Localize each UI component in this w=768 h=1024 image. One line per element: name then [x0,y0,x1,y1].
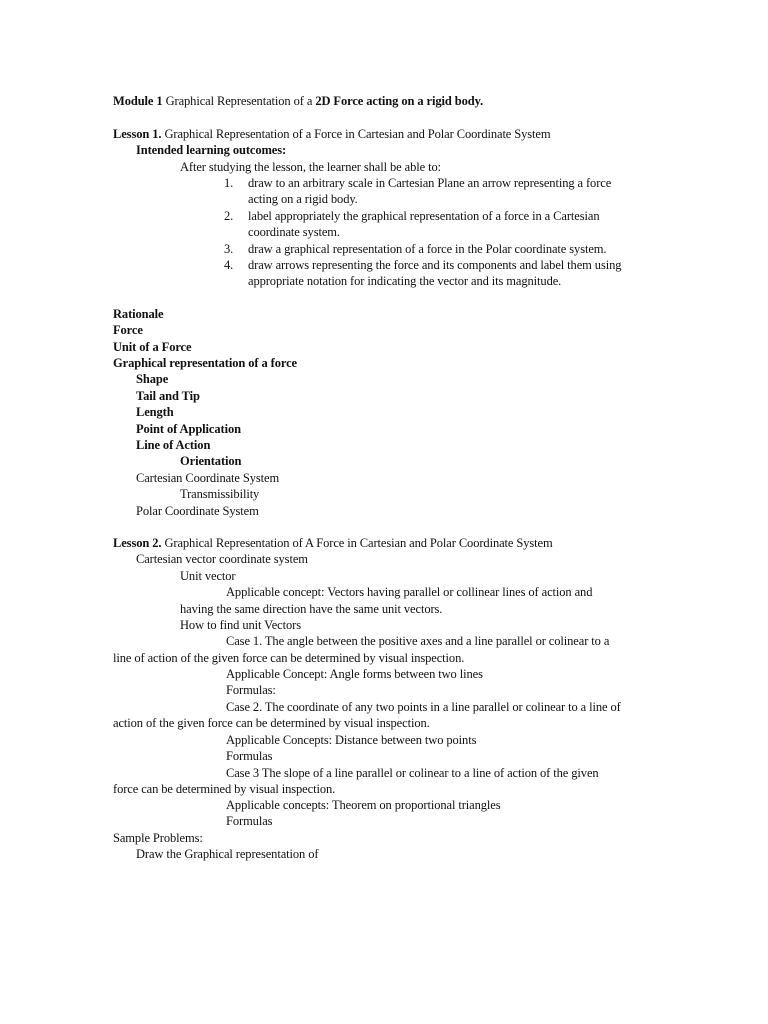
outcome-item-4-cont: appropriate notation for indicating the vector and its magnitude. [248,274,562,288]
lesson2-line: Formulas [226,814,273,828]
lesson2-line: Case 3 The slope of a line parallel or colinear to a line of action of the given [226,766,599,780]
outcome-text: draw arrows representing the force and its components and label them using [248,258,622,272]
topic-force: Force [113,323,143,337]
outcome-text: label appropriately the graphical representation of a force in a Cartesian [248,209,600,223]
topic-tail-tip: Tail and Tip [136,389,200,403]
topic-orientation: Orientation [180,454,242,468]
outcome-item-1-cont: acting on a rigid body. [248,192,358,206]
outcome-number: 2. [224,209,234,223]
topic-shape: Shape [136,372,169,386]
lesson2-line: Case 1. The angle between the positive axes and a line parallel or colinear to a [226,634,610,648]
lesson2-line: Cartesian vector coordinate system [136,552,308,566]
outcome-text: draw to an arbitrary scale in Cartesian Plane an arrow representing a force [248,176,612,190]
module-heading [113,93,483,109]
lesson2-line: Applicable concept: Vectors having parallel or collinear lines of action and [226,585,593,599]
topic-rationale: Rationale [113,307,164,321]
lesson2-line: Sample Problems: [113,831,203,845]
lesson2-line: having the same direction have the same unit vectors. [180,602,443,616]
module-title-bold: 2D Force acting on a rigid body. [315,94,484,108]
module-label: Module 1 [113,94,163,108]
lesson1-title: Graphical Representation of a Force in Cartesian and Polar Coordinate System [164,127,551,141]
lesson2-line: Applicable Concept: Angle forms between two lines [226,667,483,681]
outcome-item-4 [224,257,621,273]
lesson2-line: Case 2. The coordinate of any two points in a line parallel or colinear to a line of [226,700,621,714]
topic-transmissibility: Transmissibility [180,487,260,501]
topic-graphical: Graphical representation of a force [113,356,297,370]
lesson2-heading [113,535,553,551]
lesson2-title: Graphical Representation of A Force in Cartesian and Polar Coordinate System [164,536,553,550]
topic-point-application: Point of Application [136,422,241,436]
outcome-item-1 [224,175,611,191]
outcome-number: 4. [224,258,234,272]
outcomes-heading: Intended learning outcomes: [136,143,287,157]
outcome-number: 1. [224,176,234,190]
topic-length: Length [136,405,174,419]
lesson1-heading [113,126,551,142]
lesson1-label: Lesson 1. [113,127,162,141]
lesson2-line: Applicable concepts: Theorem on proportional triangles [226,798,501,812]
outcome-item-2-cont: coordinate system. [248,225,340,239]
lesson2-label: Lesson 2. [113,536,162,550]
outcome-text: draw a graphical representation of a force in the Polar coordinate system. [248,242,607,256]
lesson2-line: force can be determined by visual inspection. [113,782,336,796]
outcome-item-3 [224,241,606,257]
lesson2-line: Formulas: [226,683,276,697]
lesson2-line: Applicable Concepts: Distance between two points [226,733,477,747]
outcome-item-2 [224,208,599,224]
lesson2-line: How to find unit Vectors [180,618,301,632]
lesson2-line: Unit vector [180,569,236,583]
outcome-number: 3. [224,242,234,256]
lesson2-line: line of action of the given force can be determined by visual inspection. [113,651,465,665]
topic-unit: Unit of a Force [113,340,192,354]
lesson2-line: Draw the Graphical representation of [136,847,319,861]
lesson2-line: Formulas [226,749,273,763]
outcomes-intro: After studying the lesson, the learner shall be able to: [180,160,441,174]
lesson2-line: action of the given force can be determined by visual inspection. [113,716,430,730]
module-title-plain: Graphical Representation of a [165,94,313,108]
topic-cartesian: Cartesian Coordinate System [136,471,280,485]
topic-polar: Polar Coordinate System [136,504,259,518]
topic-line-action: Line of Action [136,438,211,452]
